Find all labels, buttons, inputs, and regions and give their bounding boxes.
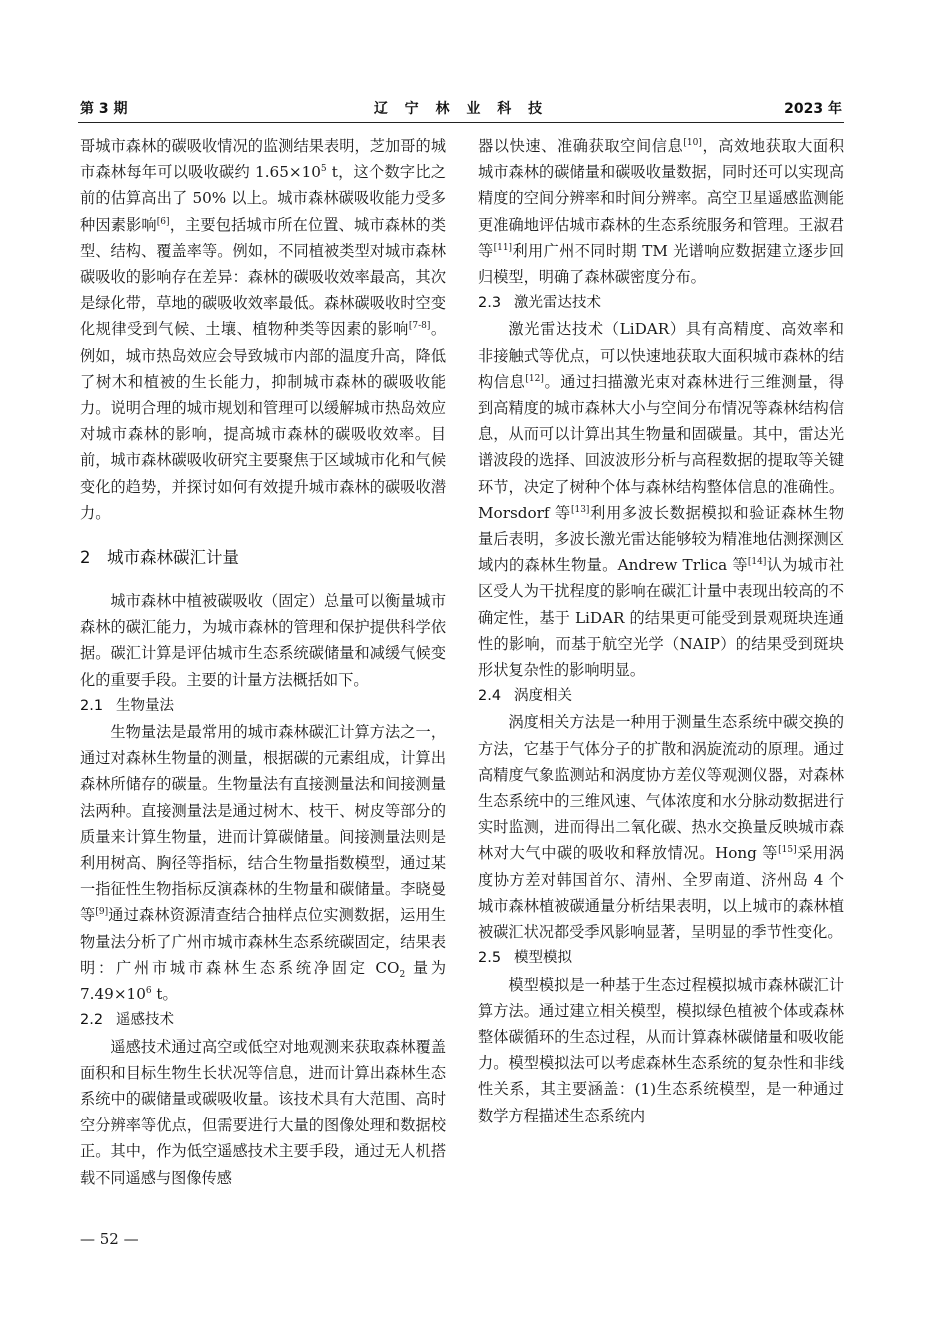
citation: [9]	[95, 907, 109, 918]
citation: [7-8]	[408, 321, 431, 332]
subsection-heading-2-1: 2.1 生物量法	[80, 697, 174, 714]
section-2-paragraph: 城市森林中植被碳吸收（固定）总量可以衡量城市森林的碳汇能力，为城市森林的管理和保护提供科学依据。碳汇计算是评估城市生态系统碳储量和减缓气候变化的重要手段。主要的计量方法概括如下。	[80, 592, 446, 689]
citation: [15]	[778, 845, 797, 856]
left-column	[80, 133, 446, 1191]
subsection-heading-2-3: 2.3 激光雷达技术	[478, 295, 601, 312]
publication-year: 2023 年	[784, 101, 842, 117]
header-rule	[78, 122, 844, 123]
remote-sensing-paragraph: 遥感技术通过高空或低空对地观测来获取森林覆盖面积和目标生物生长状况等信息，进而计算出森林生态系统中的碳储量或碳吸收量。该技术具有大范围、高时空分辨率等优点，但需要进行大量的图像处理和数据校正。其中，作为低空遥感技术主要手段，通过无人机搭载不同遥感与图像传感	[80, 1037, 446, 1187]
remote-sensing-continued: 器以快速、准确获取空间信息[10]，高效地获取大面积城市森林的碳储量和碳吸收量数据，同时还可以实现高精度的空间分辨率和时间分辨率。高空卫星遥感监测能更准确地评估城市森林的生态系统服务和管理。王淑君等[11]利用广州不同时期 TM 光谱响应数据建立逐步回归模型，明确了森林碳密度分布。	[478, 137, 845, 287]
section-heading-2: 2 城市森林碳汇计量	[80, 548, 239, 568]
citation: [6]	[156, 216, 170, 227]
biomass-paragraph: 生物量法是最常用的城市森林碳汇计算方法之一，通过对森林生物量的测量，根据碳的元素组成，计算出森林所储存的碳量。生物量法有直接测量法和间接测量法两种。直接测量法是通过树木、枝干、树皮等部分的质量来计算生物量，进而计算碳储量。间接测量法则是利用树高、胸径等指标，结合生物量指数模型，通过某一指征性生物指标反演森林的生物量和碳储量。李晓曼等[9]通过森林资源清查结合抽样点位实测数据，运用生物量法分析了广州市城市森林生态系统碳固定，结果表明：广州市城市森林生态系统净固定 $CO_2$ 量为 $7.49\times 10^6$ t。	[80, 723, 447, 1004]
citation: [13]	[570, 504, 590, 515]
citation: [11]	[493, 242, 513, 253]
subsection-heading-2-5: 2.5 模型模拟	[478, 950, 572, 967]
journal-title: 辽 宁 林 业 科 技	[373, 101, 549, 117]
running-header	[78, 98, 844, 120]
eddy-covariance-paragraph: 涡度相关方法是一种用于测量生态系统中碳交换的方法，它基于气体分子的扩散和涡旋流动的原理。通过高精度气象监测站和涡度协方差仪等观测仪器，对森林生态系统中的三维风速、气体浓度和水分脉动数据进行实时监测，进而得出二氧化碳、热水交换量反映城市森林对大气中碳的吸收和释放情况。Hong 等[15]采用涡度协方差对韩国首尔、清州、全罗南道、济州岛 4 个城市森林植被碳通量分析结果表明，以上城市的森林植被碳汇状况都受季风影响显著，呈明显的季节性变化。	[478, 713, 844, 942]
citation: [10]	[683, 137, 702, 148]
intro-paragraph: 哥城市森林的碳吸收情况的监测结果表明，芝加哥的城市森林每年可以吸收碳约 $1.65\times 10^5$ t，这个数字比之前的估算高出了 50% 以上。城市森林碳吸收能力受多种因素影响[6]，主要包括城市所在位置、城市森林的类型、结构、覆盖率等。例如，不同植被类型对城市森林碳吸收的影响存在差异：森林的碳吸收效率最高，其次是绿化带，草地的碳吸收效率最低。森林碳吸收时空变化规律受到气候、土壤、植物种类等因素的影响[7-8]。例如，城市热岛效应会导致城市内部的温度升高，降低了树木和植被的生长能力，抑制城市森林的碳吸收能力。说明合理的城市规划和管理可以缓解城市热岛效应对城市森林的影响，提高城市森林的碳吸收效率。目前，城市森林碳吸收研究主要聚焦于区域城市化和气候变化的趋势，并探讨如何有效提升城市森林的碳吸收潜力。	[80, 137, 447, 522]
issue-number: 第 3 期	[80, 101, 128, 117]
subsection-heading-2-2: 2.2 遥感技术	[80, 1012, 174, 1029]
lidar-paragraph: 激光雷达技术（LiDAR）具有高精度、高效率和非接触式等优点，可以快速地获取大面积城市森林的结构信息[12]。通过扫描激光束对森林进行三维测量，得到高精度的城市森林大小与空间分布情况等森林结构信息，从而可以计算出其生物量和固碳量。其中，雷达光谱波段的选择、回波波形分析与高程数据的提取等关键环节，决定了树种个体与森林结构整体信息的准确性。Morsdorf 等[13]利用多波长数据模拟和验证森林生物量后表明，多波长激光雷达能够较为精准地估测探测区域内的森林生物量。Andrew Trlica 等[14]认为城市社区受人为干扰程度的影响在碳汇计量中表现出较高的不确定性，基于 LiDAR 的结果更可能受到景观斑块连通性的影响，而基于航空光学（NAIP）的结果受到斑块形状复杂性的影响明显。	[478, 320, 845, 680]
model-simulation-paragraph: 模型模拟是一种基于生态过程模拟城市森林碳汇计算方法。通过建立相关模型，模拟绿色植被个体或森林整体碳循环的生态过程，从而计算森林碳储量和吸收能力。模型模拟法可以考虑森林生态系统的复杂性和非线性关系，其主要涵盖：(1)生态系统模型，是一种通过数学方程描述生态系统内	[478, 975, 844, 1125]
subsection-heading-2-4: 2.4 涡度相关	[478, 688, 572, 705]
page-number: — 52 —	[80, 1230, 139, 1248]
citation: [14]	[747, 557, 767, 568]
right-column	[478, 133, 844, 1129]
citation: [12]	[525, 373, 544, 384]
